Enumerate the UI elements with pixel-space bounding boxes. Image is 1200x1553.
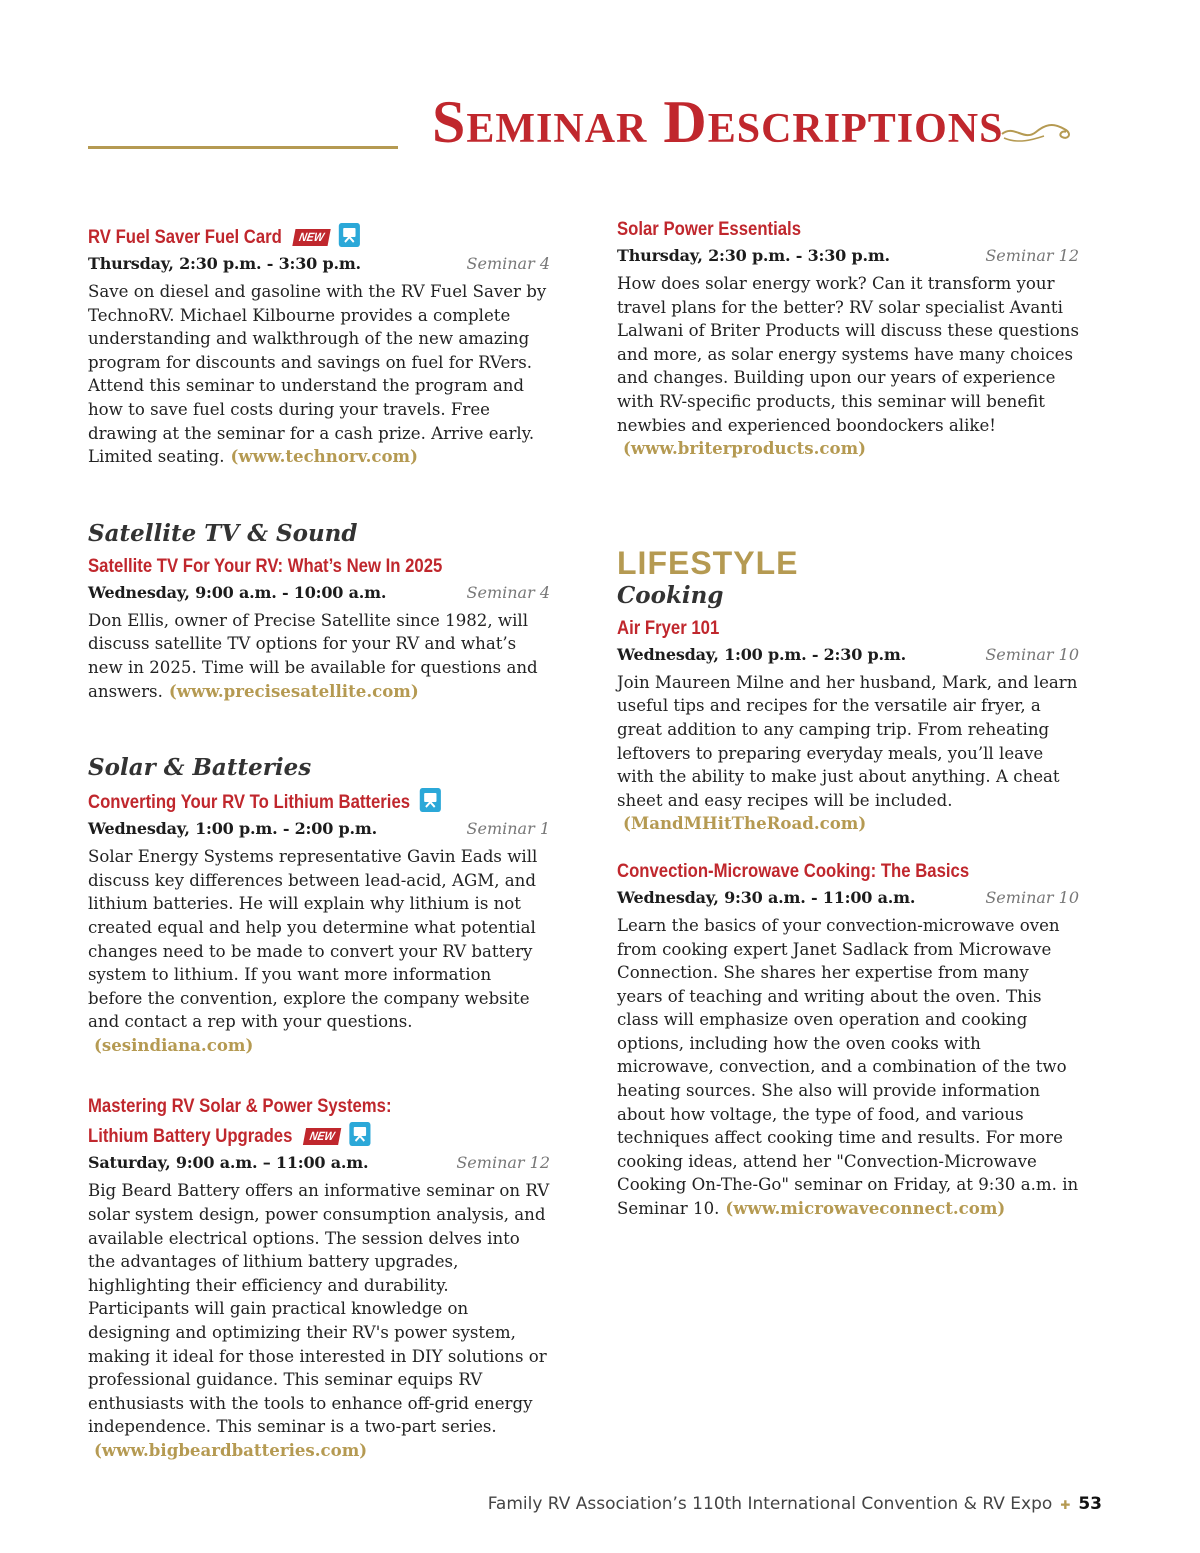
seminar-url-link[interactable]: (www.technorv.com) [230, 446, 418, 467]
seminar-description: Join Maureen Milne and her husband, Mark, and learn useful tips and recipes for the versatile air fryer, a great addition to any camping trip. From reheating leftovers to preparing everyday meals, you’ll leave with the ability to make just about anything. A cheat sheet and easy recipes will be included. [617, 672, 1078, 810]
seminar-description: Save on diesel and gasoline with the RV Fuel Saver by TechnoRV. Michael Kilbourne provides a complete understanding and walkthrough of the new amazing program for discounts and savings on fuel for RVers. Attend this seminar to understand the program and how to save fuel costs during your travels. Free drawing at the seminar for a cash prize. Arrive early. Limited seating. [88, 282, 547, 467]
seminar-title: Satellite TV For Your RV: What’s New In 2025 [88, 555, 443, 577]
video-camera-icon [338, 222, 361, 248]
flourish-ornament-icon [1000, 118, 1076, 146]
seminar-time: Thursday, 2:30 p.m. - 3:30 p.m. [88, 254, 361, 273]
seminar-room: Seminar 12 [456, 1153, 550, 1173]
seminar-description: Big Beard Battery offers an informative seminar on RV solar system design, power consumption analysis, and available electrical options. The session delves into the advantages of lithium battery upgrades, highlighting their efficiency and durability. Participants will gain practical knowledge on designing and optimizing their RV's power system, making it ideal for those interested in DIY solutions or professional guidance. This seminar equips RV enthusiasts with the tools to enhance off-grid energy independence. This seminar is a two-part series. [88, 1181, 550, 1437]
seminar-room: Seminar 4 [466, 254, 550, 273]
left-column [88, 222, 550, 1499]
category-heading-lifestyle: LIFESTYLE [617, 544, 799, 581]
page-footer [488, 1494, 1102, 1514]
seminar-room: Seminar 10 [985, 644, 1079, 664]
seminar-mastering-rv-solar [88, 1093, 550, 1462]
seminar-time: Wednesday, 9:00 a.m. - 10:00 a.m. [88, 582, 387, 602]
seminar-solar-power-essentials [617, 216, 1079, 461]
seminar-title: Air Fryer 101 [617, 617, 720, 639]
seminar-room: Seminar 4 [466, 582, 550, 602]
seminar-rv-fuel-saver [88, 222, 550, 469]
seminar-url-link[interactable]: (www.briterproducts.com) [623, 438, 866, 459]
diamond-separator-icon: ✚ [1060, 1498, 1071, 1512]
section-subhead-solar: Solar & Batteries [88, 754, 312, 782]
seminar-url-link[interactable]: (sesindiana.com) [94, 1034, 254, 1055]
seminar-description: How does solar energy work? Can it transform your travel plans for the better? RV solar specialist Avanti Lalwani of Briter Products will discuss these questions and more, as solar energy systems have many choices and changes. Building upon our years of experience with RV-specific products, this seminar will benefit newbies and experienced boondockers alike! [617, 274, 1079, 435]
seminar-title: Solar Power Essentials [617, 219, 802, 240]
new-badge: NEW [303, 1128, 341, 1145]
seminar-url-link[interactable]: (MandMHitTheRoad.com) [623, 813, 867, 834]
seminar-title-line2: Lithium Battery Upgrades [88, 1126, 293, 1148]
seminar-lithium-conversion [88, 787, 550, 1057]
seminar-time: Wednesday, 1:00 p.m. - 2:00 p.m. [88, 819, 377, 839]
seminar-description: Solar Energy Systems representative Gavin Eads will discuss key differences between lead-acid, AGM, and lithium batteries. He will explain why lithium is not created equal and help you determine what potential changes need to be made to convert your RV battery system to lithium. If you want more information before the convention, explore the company website and contact a rep with your questions. [88, 847, 538, 1032]
new-badge: NEW [293, 229, 331, 246]
seminar-description: Don Ellis, owner of Precise Satellite since 1982, will discuss satellite TV options for your RV and what’s new in 2025. Time will be available for questions and answers. [88, 610, 538, 701]
seminar-time: Wednesday, 1:00 p.m. - 2:30 p.m. [617, 644, 906, 664]
seminar-air-fryer [617, 615, 1079, 836]
seminar-url-link[interactable]: (www.bigbeardbatteries.com) [94, 1440, 368, 1460]
seminar-url-link[interactable]: (www.microwaveconnect.com) [725, 1198, 1006, 1219]
seminar-title: Converting Your RV To Lithium Batteries [88, 792, 411, 814]
page-number: 53 [1078, 1494, 1102, 1514]
seminar-time: Saturday, 9:00 a.m. – 11:00 a.m. [88, 1153, 369, 1173]
seminar-time: Wednesday, 9:30 a.m. - 11:00 a.m. [617, 887, 916, 907]
seminar-satellite-tv [88, 553, 550, 703]
seminar-time: Thursday, 2:30 p.m. - 3:30 p.m. [617, 246, 890, 265]
seminar-title: Convection-Microwave Cooking: The Basics [617, 860, 970, 882]
section-subhead-satellite: Satellite TV & Sound [88, 519, 358, 547]
header-rule [88, 146, 398, 149]
video-camera-icon [419, 787, 442, 813]
seminar-room: Seminar 1 [466, 819, 550, 839]
seminar-convection-microwave [617, 858, 1079, 1221]
seminar-description: Learn the basics of your convection-microwave oven from cooking expert Janet Sadlack from Microwave Connection. She shares her expertise from many years of teaching and writing about the oven. This class will emphasize oven operation and cooking options, including how the oven cooks with microwave, convection, and a combination of the two heating sources. She also will provide information about how voltage, the type of food, and various techniques affect cooking time and results. For more cooking ideas, attend her "Convection-Microwave Cooking On-The-Go" seminar on Friday, at 9:30 a.m. in Seminar 10. [617, 915, 1079, 1219]
page-title: Seminar Descriptions [432, 89, 1004, 155]
seminar-room: Seminar 12 [985, 246, 1079, 265]
seminar-url-link[interactable]: (www.precisesatellite.com) [168, 680, 419, 701]
seminar-title: Mastering RV Solar & Power Systems: [88, 1096, 392, 1118]
seminar-title: RV Fuel Saver Fuel Card [88, 227, 282, 248]
seminar-room: Seminar 10 [985, 887, 1079, 907]
footer-text: Family RV Association’s 110th International Convention & RV Expo [487, 1494, 1053, 1514]
video-camera-icon [349, 1121, 372, 1147]
section-subhead-cooking: Cooking [617, 581, 724, 609]
right-column [617, 216, 1079, 1257]
